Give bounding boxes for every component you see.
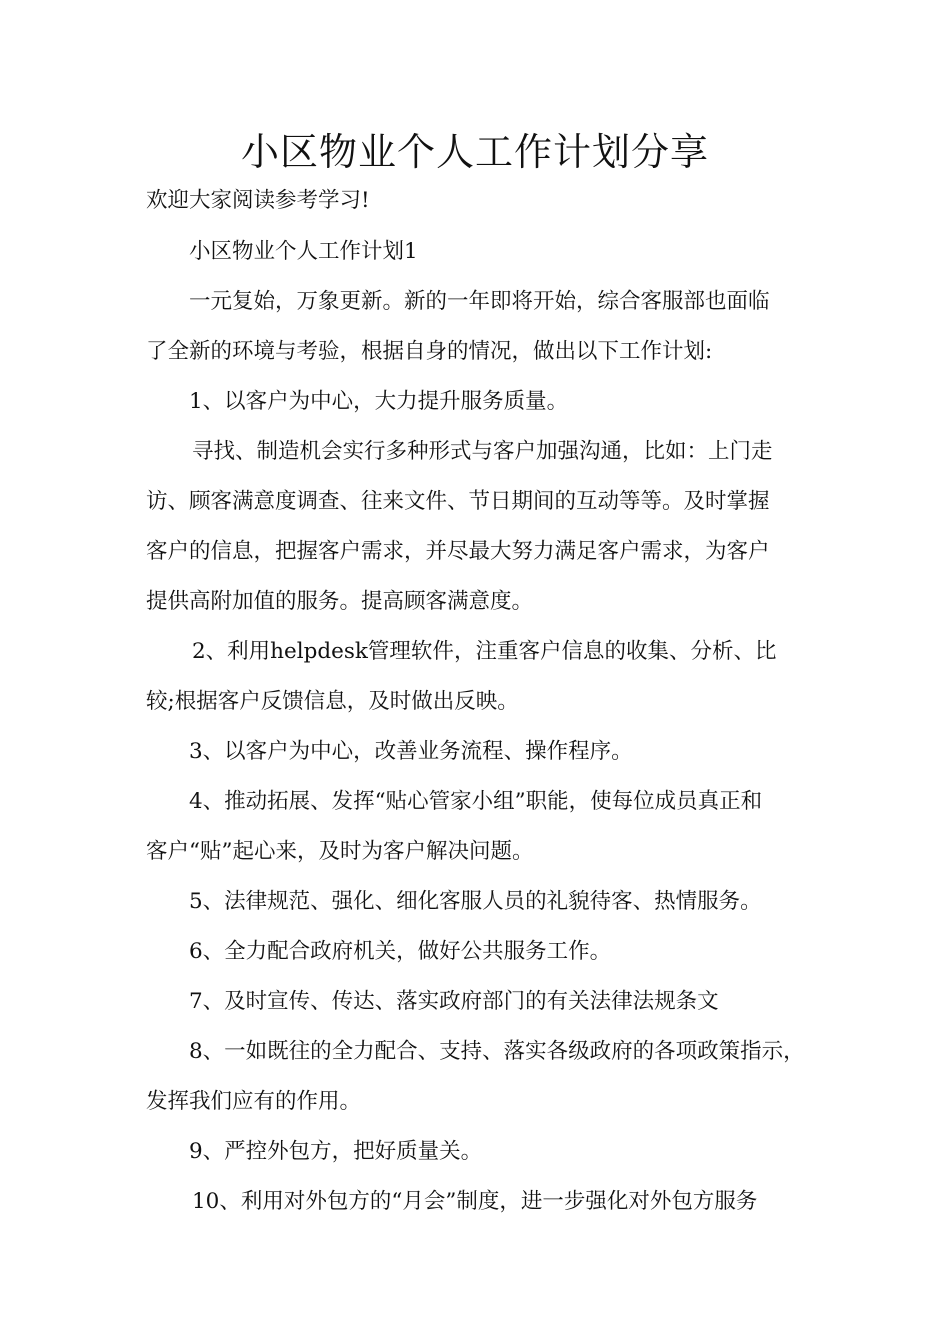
body-line: 提供高附加值的服务。提高顾客满意度。 (146, 589, 534, 614)
body-line: 2、利用helpdesk管理软件，注重客户信息的收集、分析、比 (192, 639, 777, 664)
body-line: 一元复始，万象更新。新的一年即将开始，综合客服部也面临 (189, 289, 770, 314)
body-line: 7、及时宣传、传达、落实政府部门的有关法律法规条文 (189, 989, 719, 1014)
body-line: 客户的信息，把握客户需求，并尽最大努力满足客户需求，为客户 (146, 539, 770, 564)
body-line: 3、以客户为中心，改善业务流程、操作程序。 (189, 739, 633, 764)
body-line: 5、法律规范、强化、细化客服人员的礼貌待客、热情服务。 (189, 889, 762, 914)
document-title: 小区物业个人工作计划分享 (240, 130, 709, 174)
body-line: 了全新的环境与考验，根据自身的情况，做出以下工作计划: (146, 339, 713, 364)
body-line: 6、全力配合政府机关，做好公共服务工作。 (189, 939, 612, 964)
body-line: 4、推动拓展、发挥“贴心管家小组”职能，使每位成员真正和 (189, 789, 763, 814)
intro-text: 欢迎大家阅读参考学习! (146, 188, 370, 213)
body-line: 8、一如既往的全力配合、支持、落实各级政府的各项政策指示， (189, 1039, 805, 1064)
body-line: 寻找、制造机会实行多种形式与客户加强沟通，比如：上门走 (192, 439, 773, 464)
body-line: 10、利用对外包方的“月会”制度，进一步强化对外包方服务 (192, 1189, 758, 1214)
body-line: 访、顾客满意度调查、往来文件、节日期间的互动等等。及时掌握 (146, 489, 770, 514)
body-line: 1、以客户为中心，大力提升服务质量。 (189, 389, 569, 414)
body-line: 9、严控外包方，把好质量关。 (189, 1139, 483, 1164)
section-heading: 小区物业个人工作计划1 (189, 239, 418, 264)
body-line: 发挥我们应有的作用。 (146, 1089, 362, 1114)
body-line: 客户“贴”起心来，及时为客户解决问题。 (146, 839, 534, 864)
body-line: 较;根据客户反馈信息，及时做出反映。 (146, 689, 519, 714)
